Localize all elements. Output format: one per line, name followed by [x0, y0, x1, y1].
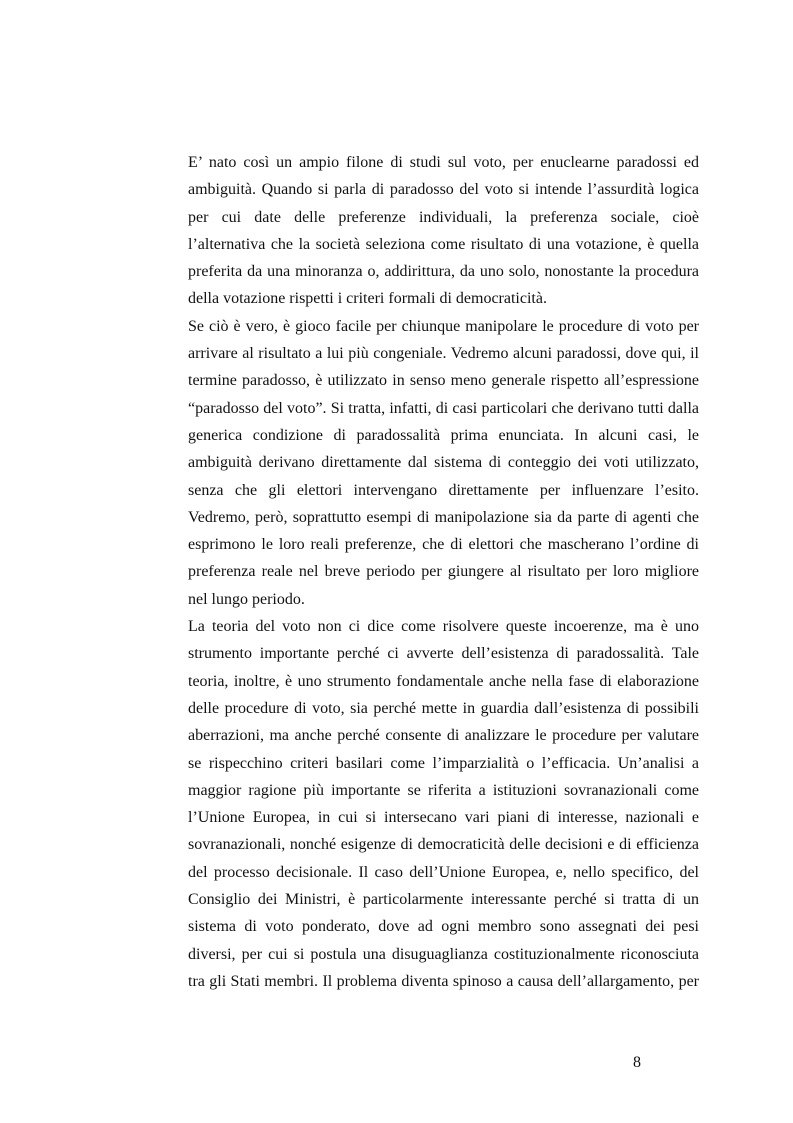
text-line: strumento importante perché ci avverte dell’esistenza di paradossalità. Tale: [188, 645, 699, 663]
document-body: [188, 149, 699, 995]
text-line: ambiguità. Quando si parla di paradosso del voto si intende l’assurdità logica: [188, 181, 699, 199]
page-number: 8: [633, 1054, 641, 1071]
text-line: delle procedure di voto, sia perché mette in guardia dall’esistenza di possibili: [188, 699, 699, 717]
text-line: ambiguità derivano direttamente dal sistema di conteggio dei voti utilizzato,: [188, 454, 699, 472]
text-line: aberrazioni, ma anche perché consente di analizzare le procedure per valutare: [188, 727, 699, 745]
text-line: preferenza reale nel breve periodo per giungere al risultato per loro migliore: [188, 563, 699, 581]
text-line: La teoria del voto non ci dice come risolvere queste incoerenze, ma è uno: [188, 618, 699, 636]
paragraph-2: [188, 313, 699, 613]
text-line: esprimono le loro reali preferenze, che di elettori che mascherano l’ordine di: [188, 536, 699, 554]
text-line: della votazione rispetti i criteri formali di democraticità.: [188, 290, 547, 308]
text-line: teoria, inoltre, è uno strumento fondamentale anche nella fase di elaborazione: [188, 672, 699, 690]
text-line: generica condizione di paradossalità prima enunciata. In alcuni casi, le: [188, 426, 699, 444]
text-line: per cui date delle preferenze individuali, la preferenza sociale, cioè: [188, 208, 699, 226]
text-line: E’ nato così un ampio filone di studi sul voto, per enuclearne paradossi ed: [188, 154, 699, 171]
text-line: maggior ragione più importante se riferita a istituzioni sovranazionali come: [188, 781, 699, 799]
text-line: nel lungo periodo.: [188, 590, 305, 608]
text-line: diversi, per cui si postula una disuguaglianza costituzionalmente riconosciuta: [188, 945, 699, 963]
text-line: Se ciò è vero, è gioco facile per chiunque manipolare le procedure di voto per: [188, 317, 699, 335]
text-line: preferita da una minoranza o, addirittura, da uno solo, nonostante la procedura: [188, 263, 699, 281]
paragraph-3: [188, 613, 699, 995]
paragraph-1: [188, 149, 699, 313]
text-line: l’Unione Europea, in cui si intersecano vari piani di interesse, nazionali e: [188, 809, 699, 827]
text-line: Consiglio dei Ministri, è particolarmente interessante perché si tratta di un: [188, 891, 699, 909]
text-line: del processo decisionale. Il caso dell’Unione Europea, e, nello specifico, del: [188, 863, 699, 881]
text-line: termine paradosso, è utilizzato in senso meno generale rispetto all’espressione: [188, 372, 699, 390]
text-line: tra gli Stati membri. Il problema diventa spinoso a causa dell’allargamento, per: [188, 972, 699, 990]
text-line: se rispecchino criteri basilari come l’imparzialità o l’efficacia. Un’analisi a: [188, 754, 699, 772]
text-line: “paradosso del voto”. Si tratta, infatti, di casi particolari che derivano tutti dalla: [188, 399, 699, 417]
text-line: senza che gli elettori intervengano direttamente per influenzare l’esito.: [188, 481, 699, 499]
text-line: sistema di voto ponderato, dove ad ogni membro sono assegnati dei pesi: [188, 918, 699, 936]
text-line: Vedremo, però, soprattutto esempi di manipolazione sia da parte di agenti che: [188, 508, 699, 526]
text-line: sovranazionali, nonché esigenze di democraticità delle decisioni e di efficienza: [188, 836, 699, 854]
text-line: l’alternativa che la società seleziona come risultato di una votazione, è quella: [188, 235, 699, 253]
text-line: arrivare al risultato a lui più congeniale. Vedremo alcuni paradossi, dove qui, il: [188, 345, 699, 363]
